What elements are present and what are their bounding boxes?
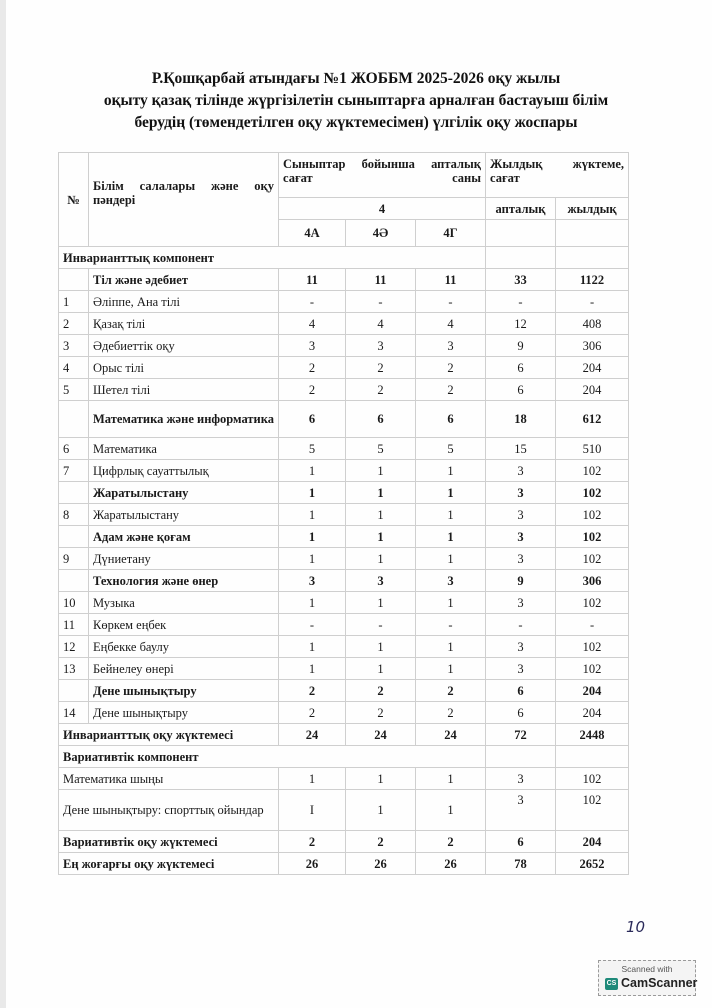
subject-row [59,702,629,724]
weekly-hours: 6 [486,680,556,702]
curriculum-table [58,152,629,875]
empty-cell [486,746,556,768]
yearly-hours: 306 [556,570,629,592]
class-4g-hours: 1 [416,658,486,680]
class-4g-hours: 1 [416,548,486,570]
max-total-row [59,853,629,875]
row-number: 3 [59,335,89,357]
subject-name: Орыс тілі [89,357,279,379]
header-yearly-load: Жылдық жүктеме, сағат [486,153,629,198]
row-number: 4 [59,357,89,379]
class-4g-hours: 3 [416,570,486,592]
class-4g-hours: 1 [416,636,486,658]
class-4ae-hours: 2 [346,831,416,853]
subject-name: Шетел тілі [89,379,279,401]
class-4g-hours: 1 [416,482,486,504]
yearly-hours: 2448 [556,724,629,746]
class-4g-hours: 2 [416,831,486,853]
row-number: 7 [59,460,89,482]
weekly-hours: 78 [486,853,556,875]
class-4ae-hours: 26 [346,853,416,875]
class-4ae-hours: 1 [346,768,416,790]
yearly-hours: 510 [556,438,629,460]
class-4g-hours: 2 [416,357,486,379]
header-subject: Білім салалары және оқу пәндері [89,153,279,247]
weekly-hours: 72 [486,724,556,746]
class-4g-hours: 1 [416,504,486,526]
subject-name: Жаратылыстану [89,504,279,526]
subject-name: Математика және информатика [89,401,279,438]
subject-name: Цифрлық сауаттылық [89,460,279,482]
class-4g-hours: 2 [416,680,486,702]
weekly-hours: 3 [486,768,556,790]
class-4g-hours: - [416,291,486,313]
subject-row [59,335,629,357]
class-4ae-hours: 1 [346,526,416,548]
class-4g-hours: 24 [416,724,486,746]
class-4g-hours: 1 [416,460,486,482]
weekly-hours: 9 [486,570,556,592]
class-4a-hours: 2 [279,357,346,379]
header-grade: 4 [279,198,486,220]
subject-area-row [59,269,629,291]
row-number: 10 [59,592,89,614]
scan-edge [0,0,6,1008]
row-number [59,570,89,592]
subject-name: Жаратылыстану [89,482,279,504]
row-number [59,269,89,291]
yearly-hours: 102 [556,548,629,570]
class-4a-hours: 2 [279,680,346,702]
subject-name: Әдебиеттік оқу [89,335,279,357]
subject-row [59,548,629,570]
subject-name: Тіл және әдебиет [89,269,279,291]
variative-section-row [59,746,629,768]
row-number: 6 [59,438,89,460]
class-4ae-hours: 2 [346,702,416,724]
camscanner-watermark [598,960,696,996]
subject-name: Математика [89,438,279,460]
weekly-hours: 3 [486,592,556,614]
subject-area-row [59,401,629,438]
subject-name: Дене шынықтыру [89,702,279,724]
variative-subject-row [59,768,629,790]
subject-name: Математика шыңы [59,768,279,790]
subject-area-row [59,526,629,548]
header-yearly: жылдық [556,198,629,220]
row-number: 14 [59,702,89,724]
subject-name: Көркем еңбек [89,614,279,636]
subject-row [59,291,629,313]
class-4g-hours: 1 [416,526,486,548]
header-empty-weekly [486,220,556,247]
subject-name: Бейнелеу өнері [89,658,279,680]
weekly-hours: 18 [486,401,556,438]
yearly-hours: 612 [556,401,629,438]
class-4g-hours: 1 [416,592,486,614]
class-4a-hours: 2 [279,379,346,401]
class-4ae-hours: 1 [346,482,416,504]
weekly-hours: 3 [486,636,556,658]
yearly-hours: 102 [556,526,629,548]
weekly-hours: 3 [486,658,556,680]
invariant-section-row [59,247,629,269]
weekly-hours: - [486,614,556,636]
subject-row [59,379,629,401]
empty-cell [556,247,629,269]
class-4a-hours: 26 [279,853,346,875]
page-number: 10 [626,918,646,936]
class-4g-hours: - [416,614,486,636]
class-4g-hours: 6 [416,401,486,438]
class-4ae-hours: 11 [346,269,416,291]
yearly-hours: 102 [556,658,629,680]
subject-row [59,313,629,335]
yearly-hours: 204 [556,379,629,401]
class-4ae-hours: - [346,614,416,636]
class-4a-hours: 1 [279,636,346,658]
row-number: 5 [59,379,89,401]
class-4a-hours: - [279,614,346,636]
class-4a-hours: 1 [279,482,346,504]
class-4ae-hours: 1 [346,460,416,482]
class-4ae-hours: 1 [346,790,416,831]
yearly-hours: 102 [556,504,629,526]
class-4ae-hours: 2 [346,357,416,379]
row-number: 9 [59,548,89,570]
header-weekly: апталық [486,198,556,220]
subject-name: Қазақ тілі [89,313,279,335]
class-4a-hours: 2 [279,702,346,724]
weekly-hours: 3 [486,548,556,570]
subject-row [59,460,629,482]
subject-name: Технология және өнер [89,570,279,592]
class-4a-hours: I [279,790,346,831]
weekly-hours: 15 [486,438,556,460]
yearly-hours: 102 [556,592,629,614]
class-4g-hours: 2 [416,379,486,401]
weekly-hours: 3 [486,790,556,831]
class-4a-hours: 3 [279,335,346,357]
class-4a-hours: 24 [279,724,346,746]
yearly-hours: 204 [556,357,629,379]
row-number [59,526,89,548]
row-number: 12 [59,636,89,658]
class-4ae-hours: 5 [346,438,416,460]
yearly-hours: 408 [556,313,629,335]
subject-area-row [59,570,629,592]
class-4a-hours: 1 [279,768,346,790]
class-4a-hours: - [279,291,346,313]
class-4a-hours: 1 [279,592,346,614]
weekly-hours: - [486,291,556,313]
camscanner-logo-icon: CS [605,978,618,990]
subject-row [59,658,629,680]
yearly-hours: 204 [556,702,629,724]
watermark-caption: Scanned with [621,964,673,974]
header-row-1 [59,153,629,198]
title-line-2: оқыту қазақ тілінде жүргізілетін сыныптарға арналған бастауыш білім [103,92,609,109]
weekly-hours: 3 [486,482,556,504]
class-4ae-hours: 1 [346,592,416,614]
class-4g-hours: 1 [416,790,486,831]
weekly-hours: 6 [486,702,556,724]
subject-name: Адам және қоғам [89,526,279,548]
subject-row [59,636,629,658]
variative-label: Вариативтік компонент [59,746,486,768]
class-4g-hours: 4 [416,313,486,335]
header-empty-yearly [556,220,629,247]
class-4a-hours: 1 [279,548,346,570]
class-4ae-hours: 2 [346,680,416,702]
class-4a-hours: 5 [279,438,346,460]
weekly-hours: 3 [486,460,556,482]
weekly-hours: 3 [486,526,556,548]
class-4a-hours: 6 [279,401,346,438]
weekly-hours: 6 [486,379,556,401]
yearly-hours: 2652 [556,853,629,875]
summary-label: Вариативтік оқу жүктемесі [59,831,279,853]
yearly-hours: - [556,291,629,313]
row-number [59,680,89,702]
row-number [59,401,89,438]
subject-row [59,357,629,379]
yearly-hours: 1122 [556,269,629,291]
class-4ae-hours: 4 [346,313,416,335]
class-4g-hours: 26 [416,853,486,875]
class-4a-hours: 1 [279,526,346,548]
weekly-hours: 33 [486,269,556,291]
yearly-hours: 102 [556,482,629,504]
variative-subject-row [59,790,629,831]
header-weekly-by-class: Сыныптар бойынша апталық сағат саны [279,153,486,198]
weekly-hours: 6 [486,831,556,853]
subject-row [59,504,629,526]
class-4g-hours: 3 [416,335,486,357]
invariant-label: Инварианттық компонент [59,247,486,269]
class-4a-hours: 1 [279,504,346,526]
subject-name: Дүниетану [89,548,279,570]
watermark-name: CamScanner [621,976,698,990]
yearly-hours: - [556,614,629,636]
empty-cell [556,746,629,768]
yearly-hours: 204 [556,831,629,853]
subject-area-row [59,680,629,702]
title-line-3: берудің (төмендетілген оқу жүктемесімен) үлгілік оқу жоспары [134,114,578,131]
weekly-hours: 6 [486,357,556,379]
row-number [59,482,89,504]
summary-label: Ең жоғарғы оқу жүктемесі [59,853,279,875]
document-title [60,68,652,134]
class-4ae-hours: - [346,291,416,313]
subject-name: Дене шынықтыру: спорттық ойындар [59,790,279,831]
class-4a-hours: 3 [279,570,346,592]
weekly-hours: 9 [486,335,556,357]
class-4ae-hours: 3 [346,335,416,357]
title-line-1: Р.Қошқарбай атындағы №1 ЖОББМ 2025-2026 оқу жылы [151,70,561,87]
yearly-hours: 306 [556,335,629,357]
subject-row [59,614,629,636]
class-4ae-hours: 1 [346,504,416,526]
class-4ae-hours: 24 [346,724,416,746]
class-4a-hours: 1 [279,658,346,680]
subject-name: Музыка [89,592,279,614]
header-num: № [59,153,89,247]
invariant-total-row [59,724,629,746]
header-class-4g: 4Г [416,220,486,247]
yearly-hours: 102 [556,636,629,658]
empty-cell [486,247,556,269]
row-number: 1 [59,291,89,313]
header-class-4ae: 4Ә [346,220,416,247]
summary-label: Инварианттық оқу жүктемесі [59,724,279,746]
class-4a-hours: 11 [279,269,346,291]
class-4ae-hours: 6 [346,401,416,438]
subject-row [59,592,629,614]
yearly-hours: 102 [556,768,629,790]
class-4g-hours: 5 [416,438,486,460]
class-4ae-hours: 1 [346,658,416,680]
class-4a-hours: 4 [279,313,346,335]
subject-name: Дене шынықтыру [89,680,279,702]
class-4g-hours: 11 [416,269,486,291]
variative-total-row [59,831,629,853]
class-4ae-hours: 3 [346,570,416,592]
yearly-hours: 204 [556,680,629,702]
row-number: 13 [59,658,89,680]
row-number: 8 [59,504,89,526]
header-class-4a: 4А [279,220,346,247]
row-number: 11 [59,614,89,636]
class-4ae-hours: 2 [346,379,416,401]
class-4ae-hours: 1 [346,636,416,658]
weekly-hours: 3 [486,504,556,526]
yearly-hours: 102 [556,790,629,831]
subject-area-row [59,482,629,504]
subject-name: Әліппе, Ана тілі [89,291,279,313]
class-4a-hours: 1 [279,460,346,482]
class-4g-hours: 1 [416,768,486,790]
class-4ae-hours: 1 [346,548,416,570]
row-number: 2 [59,313,89,335]
class-4a-hours: 2 [279,831,346,853]
subject-row [59,438,629,460]
subject-name: Еңбекке баулу [89,636,279,658]
weekly-hours: 12 [486,313,556,335]
yearly-hours: 102 [556,460,629,482]
class-4g-hours: 2 [416,702,486,724]
